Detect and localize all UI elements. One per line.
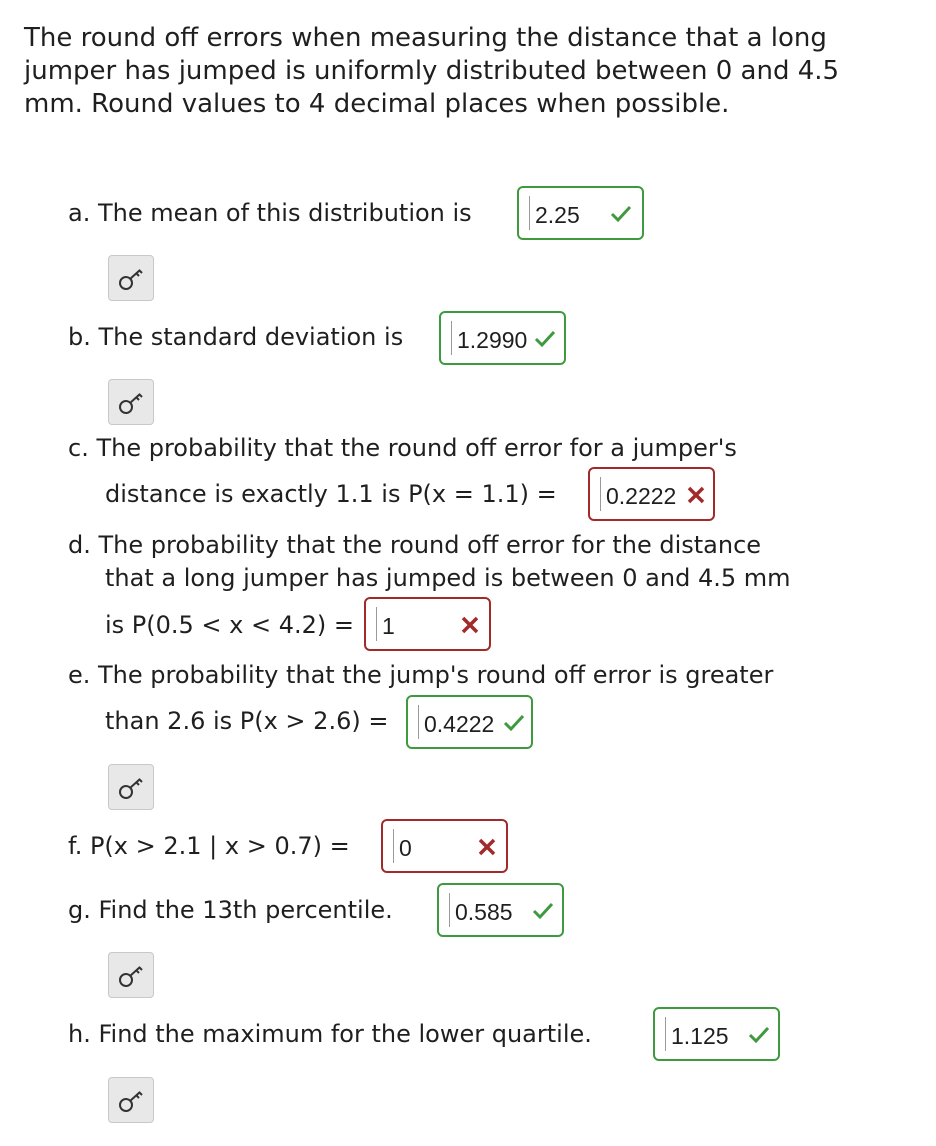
hint-key-button-a[interactable] (108, 255, 154, 301)
checkmark-icon (532, 326, 558, 352)
question-c-line2: distance is exactly 1.1 is P(x = 1.1) = (105, 480, 557, 508)
x-mark-icon (474, 834, 500, 860)
answer-c-value: 0.2222 (606, 483, 677, 509)
answer-a-value: 2.25 (535, 202, 580, 228)
checkmark-icon (746, 1022, 772, 1048)
answer-g-field[interactable] (437, 883, 564, 937)
answer-e-value: 0.4222 (424, 711, 495, 737)
question-b-text: b. The standard deviation is (68, 323, 404, 351)
checkmark-icon (501, 710, 527, 736)
key-icon (118, 1088, 146, 1114)
x-mark-icon (683, 482, 709, 508)
problem-statement: The round off errors when measuring the distance that a long jumper has jumped is uniformly distributed between 0 and 4.5 mm. Round values to 4 decimal places when possible. (24, 23, 840, 119)
question-d-line3: is P(0.5 < x < 4.2) = (105, 611, 355, 639)
question-g-text: g. Find the 13th percentile. (68, 896, 393, 924)
question-f-text: f. P(x > 2.1 | x > 0.7) = (68, 832, 350, 860)
key-icon (118, 266, 146, 292)
answer-h-value: 1.125 (671, 1023, 729, 1049)
question-c-line1: c. The probability that the round off error for a jumper's (68, 434, 737, 462)
question-d-line1: d. The probability that the round off error for the distance (68, 531, 762, 559)
question-d-line2: that a long jumper has jumped is between 0 and 4.5 mm (105, 564, 791, 592)
question-g (68, 894, 393, 927)
hint-key-button-g[interactable] (108, 952, 154, 998)
checkmark-icon (530, 898, 556, 924)
question-h (68, 1018, 592, 1051)
key-icon (118, 963, 146, 989)
question-a (68, 197, 472, 230)
answer-h-field[interactable] (653, 1007, 780, 1061)
answer-c-field[interactable] (588, 467, 715, 521)
answer-f-value: 0 (399, 835, 412, 861)
answer-a-field[interactable] (517, 186, 644, 240)
question-e-line2: than 2.6 is P(x > 2.6) = (105, 707, 389, 735)
question-f (68, 830, 350, 863)
answer-b-field[interactable] (439, 311, 566, 365)
hint-key-button-b[interactable] (108, 379, 154, 425)
question-e-line1: e. The probability that the jump's round off error is greater (68, 661, 774, 689)
question-b (68, 321, 403, 354)
answer-e-field[interactable] (406, 695, 533, 749)
answer-d-value: 1 (382, 613, 395, 639)
question-h-text: h. Find the maximum for the lower quartile. (68, 1020, 592, 1048)
answer-d-field[interactable] (364, 597, 491, 651)
hint-key-button-e[interactable] (108, 764, 154, 810)
answer-g-value: 0.585 (455, 899, 513, 925)
question-d (68, 529, 791, 639)
question-a-text: a. The mean of this distribution is (68, 199, 472, 227)
answer-f-field[interactable] (381, 819, 508, 873)
key-icon (118, 390, 146, 416)
key-icon (118, 775, 146, 801)
x-mark-icon (457, 612, 483, 638)
answer-b-value: 1.2990 (457, 327, 528, 353)
hint-key-button-h[interactable] (108, 1077, 154, 1123)
checkmark-icon (608, 201, 634, 227)
